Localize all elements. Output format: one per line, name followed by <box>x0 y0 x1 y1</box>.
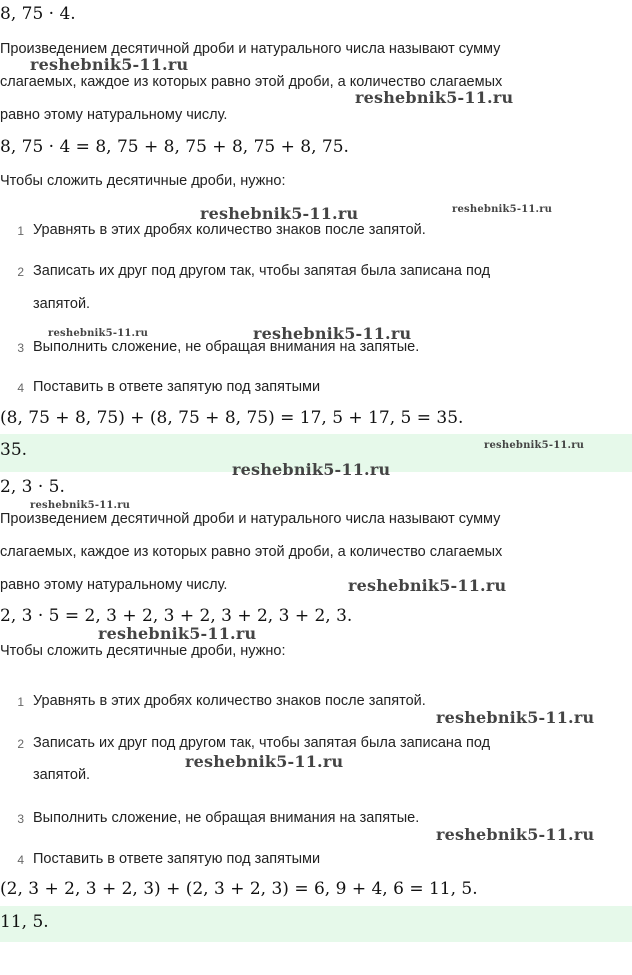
task2-step-1-number: 1 <box>17 695 24 709</box>
task1-definition-line-2: слагаемых, каждое из которых равно этой дроби, а количество слагаемых <box>0 74 503 90</box>
watermark: reshebnik5-11.ru <box>253 324 412 343</box>
task2-definition-line-3: равно этому натуральному числу. <box>0 577 228 593</box>
task1-step-2-number: 2 <box>17 265 24 279</box>
task2-definition-line-2: слагаемых, каждое из которых равно этой дроби, а количество слагаемых <box>0 544 503 560</box>
task1-answer: 35. <box>0 440 28 460</box>
task2-step-3-number: 3 <box>17 812 24 826</box>
watermark: reshebnik5-11.ru <box>436 825 595 844</box>
task2-step-1-text: Уравнять в этих дробях количество знаков после запятой. <box>33 693 426 709</box>
task1-expansion: 8, 75 · 4 = 8, 75 + 8, 75 + 8, 75 + 8, 75. <box>0 137 349 157</box>
watermark: reshebnik5-11.ru <box>452 204 553 215</box>
task2-answer: 11, 5. <box>0 912 49 932</box>
task1-step-1-number: 1 <box>17 224 24 238</box>
watermark: reshebnik5-11.ru <box>355 88 514 107</box>
task2-step-2-text-line-2: запятой. <box>33 767 91 783</box>
task1-step-2-text-line-2: запятой. <box>33 296 91 312</box>
task1-definition-line-3: равно этому натуральному числу. <box>0 107 228 123</box>
task1-calculation: (8, 75 + 8, 75) + (8, 75 + 8, 75) = 17, 5 + 17, 5 = 35. <box>0 408 464 428</box>
task1-rule-intro: Чтобы сложить десятичные дроби, нужно: <box>0 173 286 189</box>
task1-step-1-text: Уравнять в этих дробях количество знаков после запятой. <box>33 222 426 238</box>
task2-step-4-text: Поставить в ответе запятую под запятыми <box>33 851 321 867</box>
task2-step-2-number: 2 <box>17 737 24 751</box>
task1-step-2-text-line-1: Записать их друг под другом так, чтобы запятая была записана под <box>33 263 491 279</box>
watermark: reshebnik5-11.ru <box>48 328 149 339</box>
task1-expression: 8, 75 · 4. <box>0 4 76 24</box>
task1-step-3-text: Выполнить сложение, не обращая внимания на запятые. <box>33 339 420 355</box>
watermark: reshebnik5-11.ru <box>348 576 507 595</box>
watermark: reshebnik5-11.ru <box>185 752 344 771</box>
task2-rule-intro: Чтобы сложить десятичные дроби, нужно: <box>0 643 286 659</box>
watermark: reshebnik5-11.ru <box>30 500 131 511</box>
watermark: reshebnik5-11.ru <box>30 55 189 74</box>
task2-expansion: 2, 3 · 5 = 2, 3 + 2, 3 + 2, 3 + 2, 3 + 2, 3. <box>0 606 353 626</box>
task2-step-3-text: Выполнить сложение, не обращая внимания на запятые. <box>33 810 420 826</box>
task2-expression: 2, 3 · 5. <box>0 477 65 497</box>
task1-step-4-number: 4 <box>17 381 24 395</box>
task2-step-4-number: 4 <box>17 853 24 867</box>
task2-answer-box <box>0 906 632 942</box>
watermark: reshebnik5-11.ru <box>200 204 359 223</box>
watermark: reshebnik5-11.ru <box>484 440 585 451</box>
watermark: reshebnik5-11.ru <box>98 624 257 643</box>
task1-step-3-number: 3 <box>17 341 24 355</box>
task1-step-4-text: Поставить в ответе запятую под запятыми <box>33 379 321 395</box>
task2-definition-line-1: Произведением десятичной дроби и натурального числа называют сумму <box>0 511 501 527</box>
task2-calculation: (2, 3 + 2, 3 + 2, 3) + (2, 3 + 2, 3) = 6, 9 + 4, 6 = 11, 5. <box>0 879 478 899</box>
task1-definition-line-1: Произведением десятичной дроби и натурального числа называют сумму <box>0 41 501 57</box>
watermark: reshebnik5-11.ru <box>436 708 595 727</box>
task2-step-2-text-line-1: Записать их друг под другом так, чтобы запятая была записана под <box>33 735 491 751</box>
watermark: reshebnik5-11.ru <box>232 460 391 479</box>
